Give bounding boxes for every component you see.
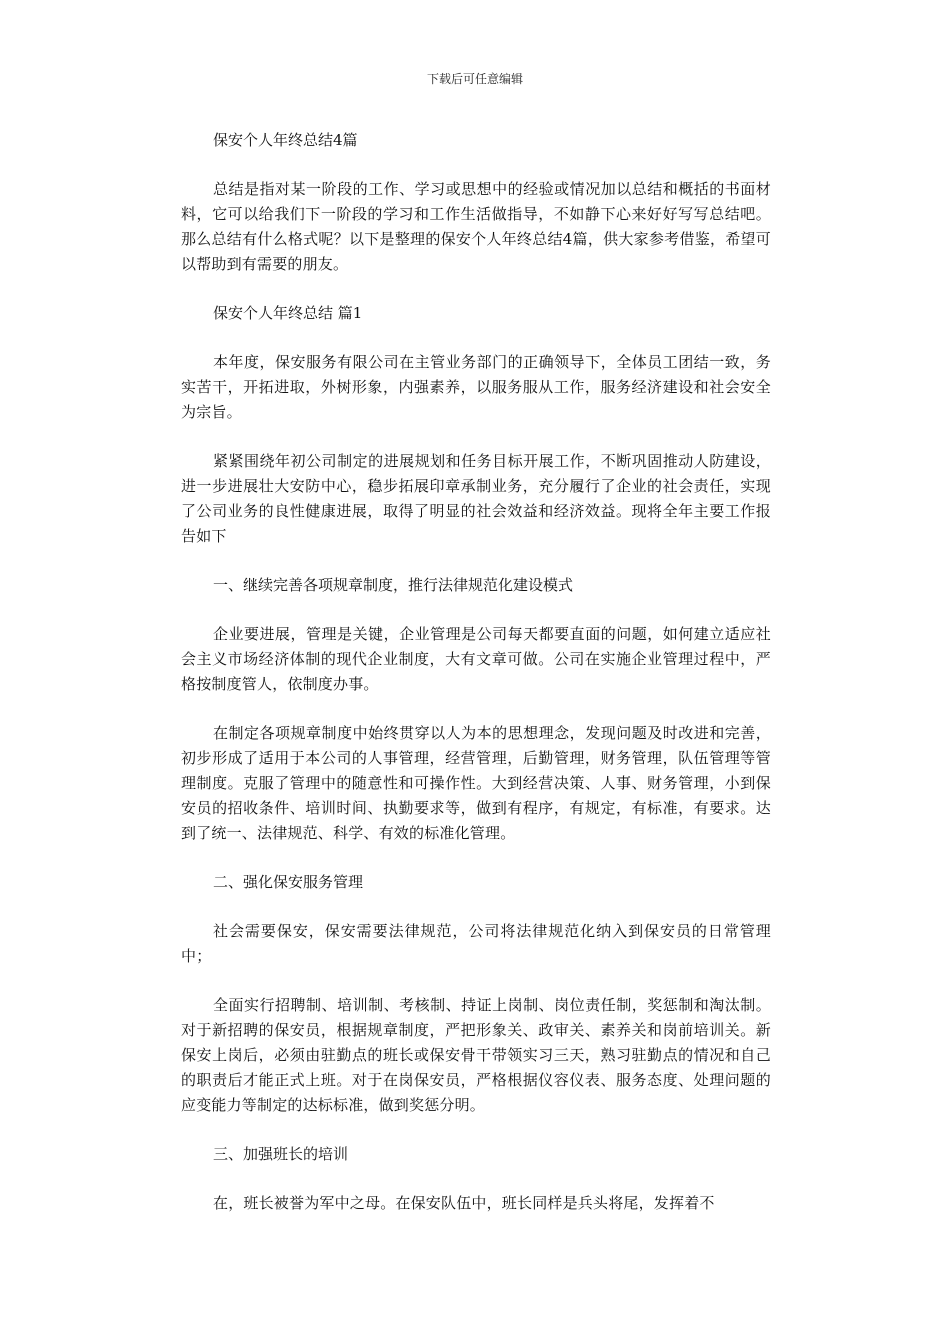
intro-paragraph: 总结是指对某一阶段的工作、学习或思想中的经验或情况加以总结和概括的书面材料，它可以给我们下一阶段的学习和工作生活做指导，不如静下心来好好写写总结吧。那么总结有什么格式呢？以下是整理的保安个人年终总结4篇，供大家参考借鉴，希望可以帮助到有需要的朋友。 [181, 180, 771, 273]
paragraph: 社会需要保安，保安需要法律规范，公司将法律规范化纳入到保安员的日常管理中； [181, 922, 771, 965]
header-note: 下载后可任意编辑 [426, 72, 523, 86]
paragraph: 在制定各项规章制度中始终贯穿以人为本的思想理念，发现问题及时改进和完善，初步形成了适用于本公司的人事管理，经营管理，后勤管理，财务管理，队伍管理等管理制度。克服了管理中的随意性和可操作性。大到经营决策、人事、财务管理，小到保安员的招收条件、培训时间、执勤要求等，做到有程序，有规定，有标准，有要求。达到了统一、法律规范、科学、有效的标准化管理。 [181, 724, 771, 842]
paragraph: 在，班长被誉为军中之母。在保安队伍中，班长同样是兵头将尾，发挥着不 [213, 1194, 715, 1212]
paragraph: 本年度，保安服务有限公司在主管业务部门的正确领导下，全体员工团结一致，务实苦干，开拓进取，外树形象，内强素养，以服务服从工作，服务经济建设和社会安全为宗旨。 [181, 353, 771, 421]
document-title: 保安个人年终总结4篇 [213, 131, 358, 149]
subheading: 一、继续完善各项规章制度，推行法律规范化建设模式 [213, 576, 574, 594]
subheading: 二、强化保安服务管理 [213, 873, 364, 891]
subheading: 三、加强班长的培训 [213, 1145, 349, 1163]
paragraph: 企业要进展，管理是关键，企业管理是公司每天都要直面的问题，如何建立适应社会主义市场经济体制的现代企业制度，大有文章可做。公司在实施企业管理过程中，严格按制度管人，依制度办事。 [181, 625, 771, 693]
document-body [181, 128, 771, 1240]
paragraph: 紧紧围绕年初公司制定的进展规划和任务目标开展工作，不断巩固推动人防建设，进一步进展壮大安防中心，稳步拓展印章承制业务，充分履行了企业的社会责任，实现了公司业务的良性健康进展，取得了明显的社会效益和经济效益。现将全年主要工作报告如下 [181, 452, 771, 545]
paragraph: 全面实行招聘制、培训制、考核制、持证上岗制、岗位责任制，奖惩制和淘汰制。对于新招聘的保安员，根据规章制度，严把形象关、政审关、素养关和岗前培训关。新保安上岗后，必须由驻勤点的班长或保安骨干带领实习三天，熟习驻勤点的情况和自己的职责后才能正式上班。对于在岗保安员，严格根据仪容仪表、服务态度、处理问题的应变能力等制定的达标标准，做到奖惩分明。 [181, 996, 771, 1114]
section-title: 保安个人年终总结 篇1 [213, 304, 363, 322]
